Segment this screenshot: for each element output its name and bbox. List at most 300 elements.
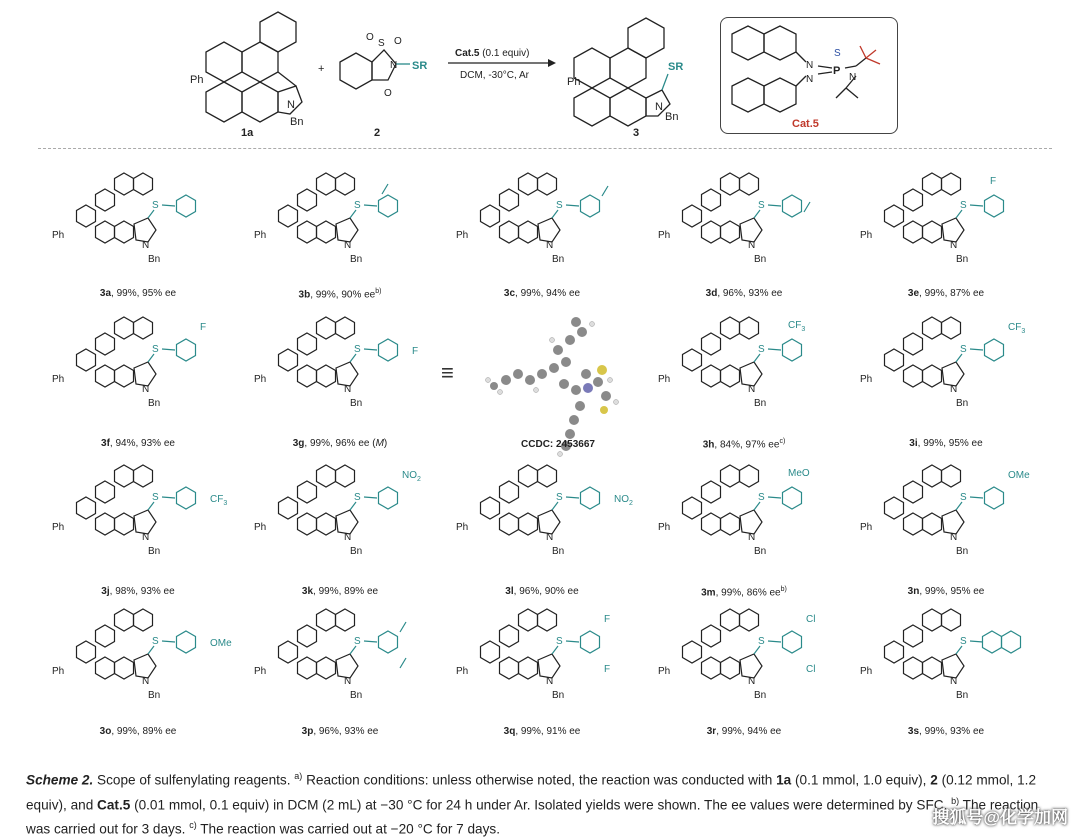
product-3g-label: 3g, 99%, 96% ee (M) (292, 438, 388, 449)
ring (923, 365, 942, 387)
ring (904, 513, 923, 535)
bn-label: Bn (956, 690, 969, 701)
cf3-label: $CF_3$ (210, 494, 228, 507)
ring (519, 513, 538, 535)
bn-label-product: Bn (665, 111, 679, 123)
s-aryl-bond (970, 641, 983, 642)
ring (923, 317, 942, 339)
ph-label: Ph (456, 666, 469, 677)
n-label: N (748, 384, 756, 395)
product-3l-label: 3l, 96%, 90% ee (505, 586, 579, 597)
methyl-bond (804, 202, 810, 212)
n-label: N (344, 384, 352, 395)
plus-sign: + (318, 63, 325, 75)
c-s-bond (956, 502, 962, 510)
ring (115, 317, 134, 339)
ring (702, 625, 721, 647)
ring (317, 317, 336, 339)
n-label: N (950, 532, 958, 543)
ring (96, 625, 115, 647)
ring (96, 333, 115, 355)
c-s-bond (350, 646, 356, 654)
ph-label: Ph (52, 666, 65, 677)
product-3a-structure (38, 162, 238, 282)
ring (904, 221, 923, 243)
ring (134, 465, 153, 487)
cat-n-label-3: N (849, 72, 857, 83)
cat-n-label-2: N (806, 74, 814, 85)
ring (298, 513, 317, 535)
s-label: S (152, 636, 159, 647)
methyl-bond (382, 184, 388, 194)
ring (298, 481, 317, 503)
bn-label: Bn (148, 398, 161, 409)
pyrrole-ring (134, 362, 156, 386)
aryl-ring (177, 339, 196, 361)
ring (683, 641, 702, 663)
pyrrole-ring (740, 654, 762, 678)
product-3r-label: 3r, 99%, 94% ee (706, 726, 782, 737)
s-label: S (354, 492, 361, 503)
ring (298, 625, 317, 647)
ring (96, 481, 115, 503)
s-aryl-bond (162, 641, 175, 642)
caption-text: Scope of sulfenylating reagents. (93, 772, 295, 788)
equals-sign: ≡ (441, 360, 454, 385)
ring (317, 465, 336, 487)
c-s-bond (148, 502, 154, 510)
s-label: S (378, 38, 385, 49)
ring (317, 609, 336, 631)
n-label: N (344, 676, 352, 687)
product-3g-structure (240, 306, 440, 426)
ph-label: Ph (860, 666, 873, 677)
f-label: F (990, 176, 997, 187)
s-label: S (556, 636, 563, 647)
ring (942, 609, 961, 631)
s-aryl-bond (364, 349, 377, 350)
ph-label: Ph (52, 522, 65, 533)
ring (500, 657, 519, 679)
product-3d-structure (644, 162, 844, 282)
caption-text: Reaction conditions: unless otherwise noted, the reaction was conducted with (302, 772, 777, 788)
ring (336, 609, 355, 631)
sr-label: SR (412, 60, 428, 72)
ring (923, 173, 942, 195)
s-aryl-bond (768, 641, 781, 642)
pyrrole-ring (336, 510, 358, 534)
ome-label: OMe (210, 638, 232, 649)
ring (904, 333, 923, 355)
pyrrole-ring (134, 218, 156, 242)
ring (298, 333, 317, 355)
ring (336, 465, 355, 487)
aryl-ring (177, 631, 196, 653)
pyrrole-ring (740, 218, 762, 242)
bn-label: Bn (754, 398, 767, 409)
caption-text: The reaction was carried out at −20 °C for 7 days. (196, 821, 500, 837)
ring (904, 481, 923, 503)
product-3q-structure (442, 598, 642, 718)
ring (500, 481, 519, 503)
s-label: S (354, 200, 361, 211)
ring (702, 365, 721, 387)
section-divider (38, 148, 1052, 149)
n-label: N (142, 240, 150, 251)
ring (923, 657, 942, 679)
ring (115, 221, 134, 243)
ring (683, 497, 702, 519)
product-3e-label: 3e, 99%, 87% ee (907, 288, 985, 299)
o-label-3: O (384, 88, 392, 99)
footnote-c: c) (189, 820, 197, 831)
ring (885, 497, 904, 519)
footnote-b: b) (951, 795, 960, 806)
s-label: S (758, 200, 765, 211)
methyl-bond (602, 186, 608, 196)
pyrrole-ring (942, 510, 964, 534)
ph-label: Ph (52, 374, 65, 385)
ring (904, 189, 923, 211)
ring (904, 625, 923, 647)
ring (923, 221, 942, 243)
methyl-bond (400, 658, 406, 668)
product-3e-structure (846, 162, 1046, 282)
product-3c-structure (442, 162, 642, 282)
ph-label: Ph (254, 230, 267, 241)
pyrrole-ring (336, 218, 358, 242)
n-label-product: N (655, 101, 663, 113)
pyrrole-ring (942, 362, 964, 386)
ring (317, 513, 336, 535)
no2-label: $NO_2$ (614, 494, 633, 507)
pyrrole-ring (538, 218, 560, 242)
aryl-ring (783, 195, 802, 217)
aryl-ring (1002, 631, 1021, 653)
c-s-bond (350, 210, 356, 218)
ring (702, 333, 721, 355)
aryl-ring (783, 487, 802, 509)
c-s-bond (956, 354, 962, 362)
ring (298, 657, 317, 679)
methyl-bond (400, 622, 406, 632)
n-label: N (546, 240, 554, 251)
s-aryl-bond (768, 349, 781, 350)
cat-p-label: P (833, 65, 841, 77)
product-3m-label: 3m, 99%, 86% $ee^{b)}$ (701, 586, 787, 599)
bn-label: Bn (754, 690, 767, 701)
s-label: S (960, 200, 967, 211)
ph-label: Ph (658, 230, 671, 241)
c-s-bond (956, 646, 962, 654)
ring (740, 465, 759, 487)
ring (77, 205, 96, 227)
ring (298, 365, 317, 387)
cat-n-label-1: N (806, 60, 814, 71)
reaction-scheme (0, 0, 1080, 150)
product-3o-label: 3o, 99%, 89% ee (99, 726, 177, 737)
pyrrole-ring (740, 362, 762, 386)
ph-label: Ph (860, 230, 873, 241)
sr-label-product: SR (668, 61, 684, 73)
ring (96, 657, 115, 679)
s-aryl-bond (364, 641, 377, 642)
aryl-ring (783, 631, 802, 653)
aryl-ring (177, 195, 196, 217)
ring (702, 513, 721, 535)
ring (519, 173, 538, 195)
pyrrole-ring (134, 654, 156, 678)
product-3h-label: 3h, 84%, 97% $ee^{c)}$ (702, 438, 786, 451)
bn-label: Bn (350, 398, 363, 409)
caption-text: (0.12 mmol, 1.2 equiv), and (26, 772, 1037, 813)
aryl-ring (581, 195, 600, 217)
caption-text: The reaction was carried out for 3 days. (26, 797, 1039, 837)
product-3n-label: 3n, 99%, 95% ee (907, 586, 985, 597)
cl-label: Cl (806, 614, 816, 625)
ring (721, 609, 740, 631)
ring (96, 365, 115, 387)
ph-label: Ph (456, 522, 469, 533)
aryl-ring (379, 631, 398, 653)
ring (96, 221, 115, 243)
ccdc-label: CCDC: 2453667 (521, 439, 595, 450)
bn-label: Bn (350, 690, 363, 701)
ph-label: Ph (456, 230, 469, 241)
ring (317, 173, 336, 195)
ring (721, 465, 740, 487)
ring (336, 173, 355, 195)
product-3p-label: 3p, 96%, 93% ee (301, 726, 379, 737)
s-label: S (960, 344, 967, 355)
ring (336, 317, 355, 339)
ring (740, 317, 759, 339)
ring (885, 641, 904, 663)
s-label: S (354, 636, 361, 647)
n-label: N (142, 676, 150, 687)
pyrrole-ring (942, 218, 964, 242)
bn-label: Bn (290, 116, 304, 128)
n-label: N (142, 532, 150, 543)
ph-label: Ph (658, 522, 671, 533)
bn-label: Bn (350, 254, 363, 265)
ring (481, 641, 500, 663)
ring (500, 513, 519, 535)
catalyst-box (720, 17, 898, 134)
product-3m-structure (644, 454, 844, 574)
ph-label: Ph (254, 374, 267, 385)
reagent-line-1: Cat.5 (0.1 equiv) (455, 48, 530, 59)
ring (519, 657, 538, 679)
c-s-bond (956, 210, 962, 218)
ring (942, 465, 961, 487)
ring (115, 513, 134, 535)
ring (115, 365, 134, 387)
ring (77, 641, 96, 663)
s-label: S (960, 636, 967, 647)
f-label: F (604, 664, 611, 675)
product-3l-structure (442, 454, 642, 574)
n-label-2: N (390, 60, 398, 71)
bn-label: Bn (552, 546, 565, 557)
s-aryl-bond (768, 205, 781, 206)
s-aryl-bond (768, 497, 781, 498)
caption-text: (0.01 mmol, 0.1 equiv) in DCM (2 mL) at −30 °C for 24 h under Ar. Isolated yields were shown. The ee values were determined by SFC. (130, 797, 952, 813)
ring (77, 497, 96, 519)
s-label: S (758, 492, 765, 503)
arrowhead (548, 59, 556, 67)
f-label: F (200, 322, 207, 333)
caption-bold: Cat.5 (97, 797, 131, 813)
c-s-bond (148, 646, 154, 654)
product-3o-structure (38, 598, 238, 718)
product-3b-structure (240, 162, 440, 282)
ring (721, 221, 740, 243)
s-aryl-bond (162, 497, 175, 498)
cat-s-label: S (834, 48, 841, 59)
ph-label: Ph (254, 522, 267, 533)
aryl-ring (783, 339, 802, 361)
ring (134, 609, 153, 631)
s-label: S (960, 492, 967, 503)
s-label: S (556, 200, 563, 211)
product-3f-structure (38, 306, 238, 426)
s-label: S (758, 636, 765, 647)
aryl-ring (581, 631, 600, 653)
ring (317, 657, 336, 679)
n-label: N (344, 240, 352, 251)
ring (923, 609, 942, 631)
ring (115, 465, 134, 487)
ring (885, 349, 904, 371)
product-3h-structure (644, 306, 844, 426)
aryl-ring (379, 487, 398, 509)
bn-label: Bn (754, 254, 767, 265)
ph-label-product: Ph (567, 76, 581, 88)
no2-label: $NO_2$ (402, 470, 421, 483)
s-atom (597, 365, 607, 375)
ring (702, 481, 721, 503)
product-3i-structure (846, 306, 1046, 426)
s-label: S (152, 492, 159, 503)
pyrrole-ring (134, 510, 156, 534)
s-aryl-bond (364, 497, 377, 498)
caption-bold: 2 (930, 772, 938, 788)
ring (702, 189, 721, 211)
n-label: N (950, 384, 958, 395)
bn-label: Bn (148, 546, 161, 557)
ring (923, 465, 942, 487)
pyrrole-ring (336, 654, 358, 678)
ring (279, 641, 298, 663)
ring (115, 173, 134, 195)
aryl-ring (379, 195, 398, 217)
ring (279, 497, 298, 519)
product-3k-structure (240, 454, 440, 574)
ring (96, 513, 115, 535)
ring (500, 221, 519, 243)
n-label: N (142, 384, 150, 395)
ring (317, 221, 336, 243)
product-3k-label: 3k, 99%, 89% ee (301, 586, 379, 597)
c-s-bond (552, 502, 558, 510)
aryl-ring (177, 487, 196, 509)
ring (279, 205, 298, 227)
footnote-a: a) (294, 771, 303, 781)
product-3a-label: 3a, 99%, 95% ee (99, 288, 177, 299)
s-aryl-bond (970, 497, 983, 498)
f-label: F (412, 346, 419, 357)
s-aryl-bond (566, 497, 579, 498)
s-aryl-bond (162, 349, 175, 350)
cf3-label: $CF_3$ (788, 320, 806, 333)
ring (702, 657, 721, 679)
n-label: N (950, 676, 958, 687)
product-3-label: 3 (633, 127, 640, 139)
ring (538, 173, 557, 195)
c-s-bond (148, 210, 154, 218)
f-label: F (604, 614, 611, 625)
c-s-bond (148, 354, 154, 362)
n-label: N (748, 240, 756, 251)
ring (77, 349, 96, 371)
s-label: S (354, 344, 361, 355)
o-label-1: O (366, 32, 374, 43)
product-3b-label: 3b, 99%, 90% $ee^{b)}$ (298, 288, 382, 301)
ring (96, 189, 115, 211)
o-label-2: O (394, 36, 402, 47)
reactant-1a-label: 1a (241, 127, 254, 139)
ring (923, 513, 942, 535)
c-s-bond (754, 646, 760, 654)
ring (702, 221, 721, 243)
product-3j-label: 3j, 98%, 93% ee (101, 586, 175, 597)
caption-text: (0.1 mmol, 1.0 equiv), (791, 772, 931, 788)
n-label: N (287, 99, 295, 111)
scheme-caption (26, 766, 1062, 840)
ring (885, 205, 904, 227)
ring (481, 497, 500, 519)
n-label: N (748, 532, 756, 543)
product-3s-structure (846, 598, 1046, 718)
bn-label: Bn (148, 690, 161, 701)
n-label: N (546, 676, 554, 687)
aryl-ring (985, 487, 1004, 509)
bn-label: Bn (350, 546, 363, 557)
n-label: N (546, 532, 554, 543)
product-3s-label: 3s, 99%, 93% ee (907, 726, 985, 737)
ring (721, 173, 740, 195)
bn-label: Bn (956, 254, 969, 265)
c-s-bond (754, 210, 760, 218)
ring (904, 657, 923, 679)
ring (519, 221, 538, 243)
ring (683, 205, 702, 227)
ring (538, 609, 557, 631)
ring (481, 205, 500, 227)
ring (942, 173, 961, 195)
product-3p-structure (240, 598, 440, 718)
s-label: S (152, 344, 159, 355)
ring (115, 657, 134, 679)
c-s-bond (350, 502, 356, 510)
bn-label: Bn (552, 254, 565, 265)
s-label: S (556, 492, 563, 503)
ring (904, 365, 923, 387)
caption-bold: 1a (776, 772, 792, 788)
ring (519, 609, 538, 631)
ring (740, 609, 759, 631)
